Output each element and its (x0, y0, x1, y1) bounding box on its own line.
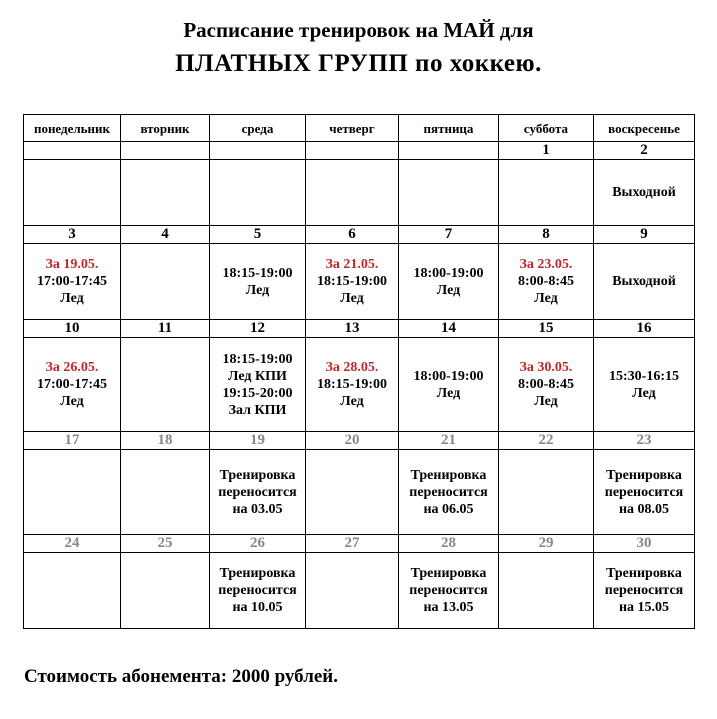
day-number: 25 (121, 535, 210, 553)
schedule-cell (24, 450, 121, 535)
day-number: 22 (499, 432, 594, 450)
schedule-cell (121, 244, 210, 320)
schedule-cell (306, 553, 399, 629)
day-number-row (24, 320, 695, 338)
reschedule-note: За 21.05. (325, 257, 379, 272)
schedule-cell (594, 160, 695, 226)
schedule-cell (594, 244, 695, 320)
schedule-cell (210, 160, 306, 226)
day-number: 9 (594, 226, 695, 244)
schedule-row (24, 450, 695, 535)
day-number: 3 (24, 226, 121, 244)
schedule-cell (306, 160, 399, 226)
schedule-line: переносится (409, 583, 488, 598)
day-number: 1 (499, 142, 594, 160)
schedule-cell (210, 450, 306, 535)
schedule-line: Лед (245, 282, 270, 298)
day-number: 4 (121, 226, 210, 244)
schedule-row (24, 244, 695, 320)
weekday-header: понедельник (24, 115, 121, 142)
schedule-line: 8:00-8:45 (518, 274, 574, 289)
schedule-line: 15:30-16:15 (609, 368, 679, 384)
reschedule-note: За 19.05. (45, 257, 99, 272)
schedule-cell (594, 553, 695, 629)
day-number: 19 (210, 432, 306, 450)
day-number: 14 (399, 320, 499, 338)
schedule-line: 8:00-8:45 (518, 377, 574, 392)
schedule-cell (399, 450, 499, 535)
schedule-line: Выходной (612, 185, 676, 200)
day-number (306, 142, 399, 160)
schedule-line: Тренировка (606, 566, 682, 581)
schedule-cell (210, 338, 306, 432)
schedule-line: на 03.05 (232, 501, 283, 517)
weekday-header: воскресенье (594, 115, 695, 142)
day-number: 10 (24, 320, 121, 338)
schedule-line: Лед (436, 282, 461, 298)
schedule-cell (306, 338, 399, 432)
schedule-line: Выходной (612, 274, 676, 289)
day-number (24, 142, 121, 160)
day-number: 23 (594, 432, 695, 450)
day-number: 30 (594, 535, 695, 553)
day-number-row (24, 226, 695, 244)
schedule-cell (594, 338, 695, 432)
day-number: 5 (210, 226, 306, 244)
schedule-line: переносится (409, 484, 488, 500)
day-number: 29 (499, 535, 594, 553)
schedule-row (24, 553, 695, 629)
schedule-line: переносится (604, 583, 684, 598)
schedule-cell (594, 450, 695, 535)
weekday-header: суббота (499, 115, 594, 142)
day-number: 12 (210, 320, 306, 338)
schedule-cell (399, 553, 499, 629)
schedule-line: переносится (218, 484, 297, 500)
day-number: 8 (499, 226, 594, 244)
reschedule-note: За 30.05. (519, 360, 573, 375)
schedule-cell (499, 244, 594, 320)
schedule-line: Тренировка (410, 566, 487, 581)
schedule-line: на 08.05 (618, 501, 670, 517)
schedule-line: Лед (340, 291, 364, 306)
day-number: 15 (499, 320, 594, 338)
reschedule-note: За 26.05. (45, 360, 99, 375)
schedule-line: 18:15-19:00 (317, 377, 387, 392)
day-number: 26 (210, 535, 306, 553)
day-number: 20 (306, 432, 399, 450)
day-number: 7 (399, 226, 499, 244)
schedule-line: 17:00-17:45 (37, 377, 107, 392)
page-title-line-1: Расписание тренировок на МАЙ для (183, 18, 534, 42)
subscription-price: Стоимость абонемента: 2000 рублей. (24, 666, 338, 687)
weekday-header-row (24, 115, 695, 142)
schedule-line: Лед (436, 385, 461, 401)
schedule-cell (24, 553, 121, 629)
schedule-cell (399, 338, 499, 432)
schedule-row (24, 160, 695, 226)
day-number (121, 142, 210, 160)
schedule-line: Тренировка (410, 467, 487, 483)
schedule-line: Лед (632, 385, 656, 401)
schedule-cell (306, 244, 399, 320)
schedule-line: 18:15-19:00 (222, 265, 293, 281)
schedule-line: на 10.05 (232, 600, 283, 615)
page-title-line-2: ПЛАТНЫХ ГРУПП по хоккею. (175, 50, 542, 77)
schedule-line: 17:00-17:45 (37, 274, 107, 289)
schedule-cell (121, 160, 210, 226)
day-number-row (24, 142, 695, 160)
schedule-cell (24, 338, 121, 432)
schedule-cell (399, 244, 499, 320)
day-number (210, 142, 306, 160)
weekday-header: пятница (399, 115, 499, 142)
reschedule-note: За 23.05. (519, 257, 573, 272)
day-number: 24 (24, 535, 121, 553)
schedule-row (24, 338, 695, 432)
day-number: 27 (306, 535, 399, 553)
day-number: 17 (24, 432, 121, 450)
day-number-row (24, 432, 695, 450)
schedule-cell (121, 338, 210, 432)
schedule-line: на 06.05 (423, 501, 474, 517)
schedule-line: Лед (60, 394, 84, 409)
schedule-cell (24, 244, 121, 320)
schedule-cell (121, 450, 210, 535)
day-number: 21 (399, 432, 499, 450)
reschedule-note: За 28.05. (325, 360, 379, 375)
schedule-cell (121, 553, 210, 629)
schedule-line: переносится (218, 583, 297, 598)
schedule-line: Тренировка (219, 467, 296, 483)
weekday-header: вторник (121, 115, 210, 142)
schedule-line: 19:15-20:00 (222, 385, 293, 401)
schedule-cell (210, 553, 306, 629)
schedule-line: переносится (604, 484, 684, 500)
schedule-line: Зал КПИ (228, 402, 287, 418)
schedule-line: Тренировка (219, 566, 296, 581)
schedule-line: Лед (534, 291, 558, 306)
schedule-cell (306, 450, 399, 535)
schedule-line: Лед (60, 291, 84, 306)
day-number: 6 (306, 226, 399, 244)
schedule-cell (499, 160, 594, 226)
schedule-line: на 13.05 (423, 600, 474, 615)
schedule-line: Лед (340, 394, 364, 409)
schedule-line: 18:00-19:00 (413, 368, 484, 384)
day-number: 16 (594, 320, 695, 338)
day-number: 18 (121, 432, 210, 450)
schedule-cell (24, 160, 121, 226)
schedule-cell (499, 338, 594, 432)
day-number: 13 (306, 320, 399, 338)
schedule-cell (499, 553, 594, 629)
schedule-table (23, 114, 695, 629)
schedule-line: на 15.05 (618, 600, 670, 615)
schedule-line: 18:15-19:00 (222, 351, 293, 367)
schedule-cell (399, 160, 499, 226)
day-number: 11 (121, 320, 210, 338)
day-number: 28 (399, 535, 499, 553)
day-number-row (24, 535, 695, 553)
schedule-line: Тренировка (606, 467, 682, 483)
schedule-cell (499, 450, 594, 535)
schedule-line: Лед (534, 394, 558, 409)
weekday-header: среда (210, 115, 306, 142)
schedule-cell (210, 244, 306, 320)
schedule-line: 18:15-19:00 (317, 274, 387, 289)
day-number (399, 142, 499, 160)
day-number: 2 (594, 142, 695, 160)
weekday-header: четверг (306, 115, 399, 142)
schedule-line: 18:00-19:00 (413, 265, 484, 281)
schedule-line: Лед КПИ (228, 368, 287, 384)
